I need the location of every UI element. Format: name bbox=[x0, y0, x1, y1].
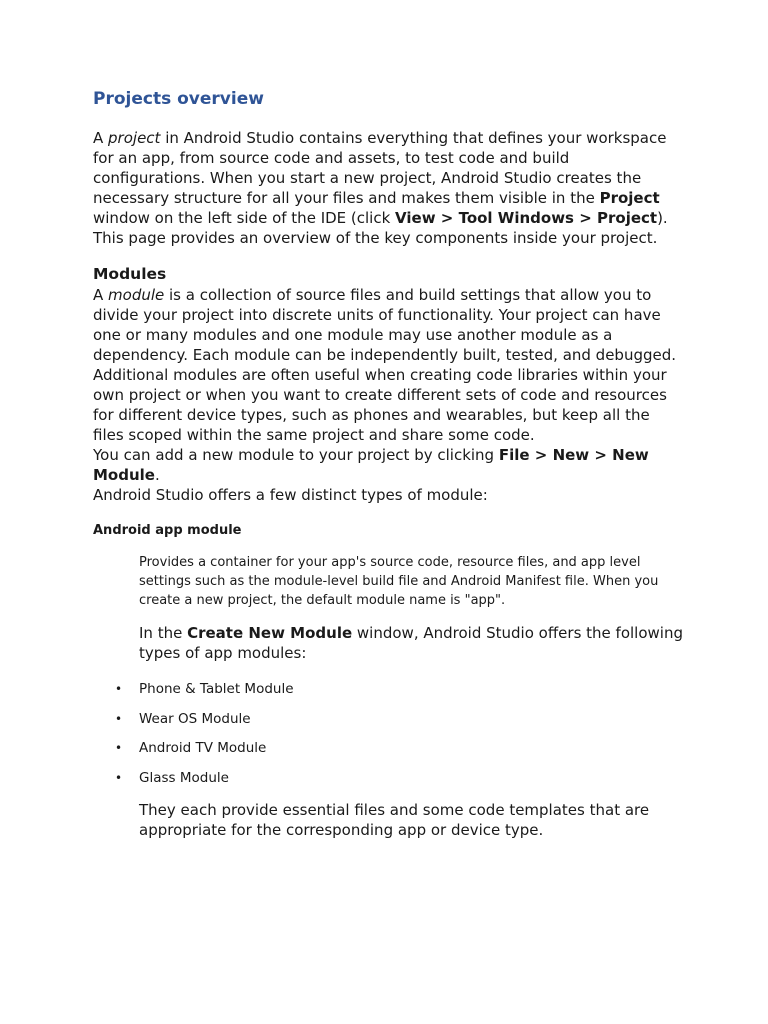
modules-p3-text-2: . bbox=[154, 466, 160, 484]
modules-term-module: module bbox=[108, 286, 165, 304]
app-module-heading: Android app module bbox=[93, 523, 242, 538]
page-title: Projects overview bbox=[93, 89, 264, 109]
modules-p1-text-1: A bbox=[93, 286, 109, 304]
app-types-text-2: window, Android Studio offers the following types of app modules: bbox=[139, 624, 683, 662]
intro-paragraph bbox=[93, 128, 683, 248]
intro-project-window: Project bbox=[599, 189, 660, 207]
list-item-label: Phone & Tablet Module bbox=[139, 681, 294, 697]
list-item bbox=[93, 710, 683, 728]
list-item-label: Android TV Module bbox=[139, 740, 267, 756]
bullet-icon: • bbox=[115, 711, 123, 726]
modules-p3-text-1: You can add a new module to your project by clicking bbox=[93, 446, 499, 464]
list-item-label: Wear OS Module bbox=[139, 710, 251, 727]
modules-paragraph-4: Android Studio offers a few distinct types of module: bbox=[93, 486, 488, 504]
create-new-module-window: Create New Module bbox=[187, 624, 353, 642]
intro-term-project: project bbox=[108, 129, 161, 147]
app-module-description: Provides a container for your app's source code, resource files, and app level settings such as the module-level build file and Android Manifest file. When you create a new project, the default module name is "app". bbox=[139, 555, 659, 608]
document-page bbox=[93, 88, 683, 840]
bullet-icon: • bbox=[115, 741, 123, 755]
bullet-icon: • bbox=[115, 770, 123, 785]
modules-heading: Modules bbox=[93, 265, 167, 283]
modules-paragraph-2: Additional modules are often useful when creating code libraries within your own project or when you want to create different sets of code and resources for different device types, such as phones and wearables, but keep all the files scoped within the same project and share some code. bbox=[93, 366, 667, 444]
intro-text-2: in Android Studio contains everything that defines your workspace for an app, from source code and assets, to test code and build configurations. When you start a new project, Android Studio creates the necessary structure for all your files and makes them visible in the bbox=[93, 129, 667, 207]
list-item-label: Glass Module bbox=[139, 769, 229, 786]
app-types-text-1: In the bbox=[139, 624, 188, 642]
intro-text-1: A bbox=[93, 129, 109, 147]
app-types-paragraph bbox=[139, 623, 683, 663]
list-item bbox=[93, 680, 683, 698]
bullet-icon: • bbox=[115, 682, 123, 696]
modules-paragraph-3 bbox=[93, 445, 683, 485]
intro-text-3: window on the left side of the IDE (click bbox=[93, 209, 396, 227]
modules-p1-text-2: is a collection of source files and build settings that allow you to divide your project into discrete units of functionality. Your project can have one or many modules and one module may use another module as a dependency. Each module can be independently built, tested, and debugged. bbox=[93, 286, 677, 364]
list-item bbox=[93, 769, 683, 787]
closing-paragraph: They each provide essential files and some code templates that are appropriate for the corresponding app or device type. bbox=[139, 800, 650, 839]
module-types-list bbox=[93, 680, 683, 787]
intro-text-4: ). This page provides an overview of the key components inside your project. bbox=[93, 209, 668, 247]
list-item bbox=[93, 739, 683, 757]
intro-menu-path: View > Tool Windows > Project bbox=[395, 209, 658, 227]
modules-paragraph-1 bbox=[93, 285, 683, 365]
modules-menu-path: File > New > New Module bbox=[93, 446, 649, 484]
